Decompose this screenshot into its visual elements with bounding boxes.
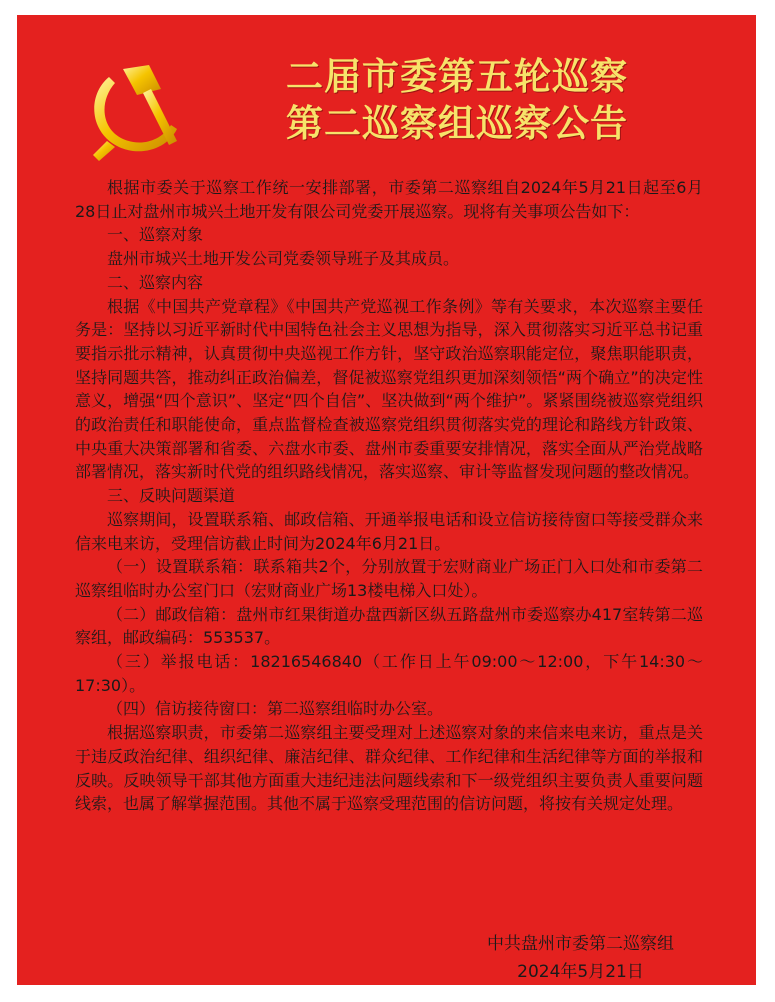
announcement-poster — [17, 15, 756, 985]
paragraph-hotline: （三）举报电话：18216546840（工作日上午09:00～12:00，下午14:30～17:30）。 — [75, 652, 703, 695]
title-line-2: 第二巡察组巡察公告 — [286, 102, 628, 145]
announcement-title — [197, 53, 717, 147]
hammer-and-sickle-emblem-icon — [79, 55, 189, 165]
paragraph-target: 盘州市城兴土地开发公司党委领导班子及其成员。 — [107, 249, 460, 269]
issuer-name: 中共盘州市委第二巡察组 — [487, 934, 674, 954]
paragraph-scope: 根据巡察职责，市委第二巡察组主要受理对上述巡察对象的来信来电来访，重点是关于违反政治纪律、组织纪律、廉洁纪律、群众纪律、工作纪律和生活纪律等方面的举报和反映。反映领导干部其他方面重大违纪违法问题线索和下一级党组织主要负责人重要问题线索，也属了解掌握范围。其他不属于巡察受理范围的信访问题，将按有关规定处理。 — [75, 723, 703, 814]
section-heading-channels: 三、反映问题渠道 — [107, 486, 236, 506]
paragraph-postal-box: （二）邮政信箱：盘州市红果街道办盘西新区纵五路盘州市委巡察办417室转第二巡察组，邮政编码：553537。 — [75, 604, 703, 648]
issue-date: 2024年5月21日 — [517, 962, 644, 982]
paragraph-content: 根据《中国共产党章程》《中国共产党巡视工作条例》等有关要求，本次巡察主要任务是：坚持以习近平新时代中国特色社会主义思想为指导，深入贯彻落实习近平总书记重要指示批示精神，认真贯彻中央巡视工作方针，坚守政治巡察职能定位，聚焦职能职责，坚持同题共答，推动纠正政治偏差，督促被巡察党组织更加深刻领悟“两个确立”的决定性意义，增强“四个意识”、坚定“四个自信”、坚决做到“两个维护”。紧紧围绕被巡察党组织的政治责任和职能使命，重点监督检查被巡察党组织贯彻落实党的理论和路线方针政策、中央重大决策部署和省委、六盘水市委、盘州市委重要安排情况，落实全面从严治党战略部署情况，落实新时代党的组织路线情况，落实巡察、审计等监督发现问题的整改情况。 — [75, 296, 703, 482]
announcement-body — [75, 176, 703, 816]
section-heading-content: 二、巡察内容 — [107, 272, 204, 292]
section-heading-target: 一、巡察对象 — [107, 225, 204, 245]
paragraph-contact-box: （一）设置联系箱：联系箱共2个，分别放置于宏财商业广场正门入口处和市委第二巡察组临时办公室门口（宏财商业广场13楼电梯入口处）。 — [75, 557, 703, 600]
paragraph-channels: 巡察期间，设置联系箱、邮政信箱、开通举报电话和设立信访接待窗口等接受群众来信来电来访，受理信访截止时间为2024年6月21日。 — [75, 509, 703, 553]
paragraph-reception-window: （四）信访接待窗口：第二巡察组临时办公室。 — [107, 699, 444, 719]
paragraph-intro: 根据市委关于巡察工作统一安排部署，市委第二巡察组自2024年5月21日起至6月28日止对盘州市城兴土地开发有限公司党委开展巡察。现将有关事项公告如下： — [75, 178, 703, 221]
title-line-1: 二届市委第五轮巡察 — [286, 55, 628, 98]
signature-block — [487, 930, 674, 986]
